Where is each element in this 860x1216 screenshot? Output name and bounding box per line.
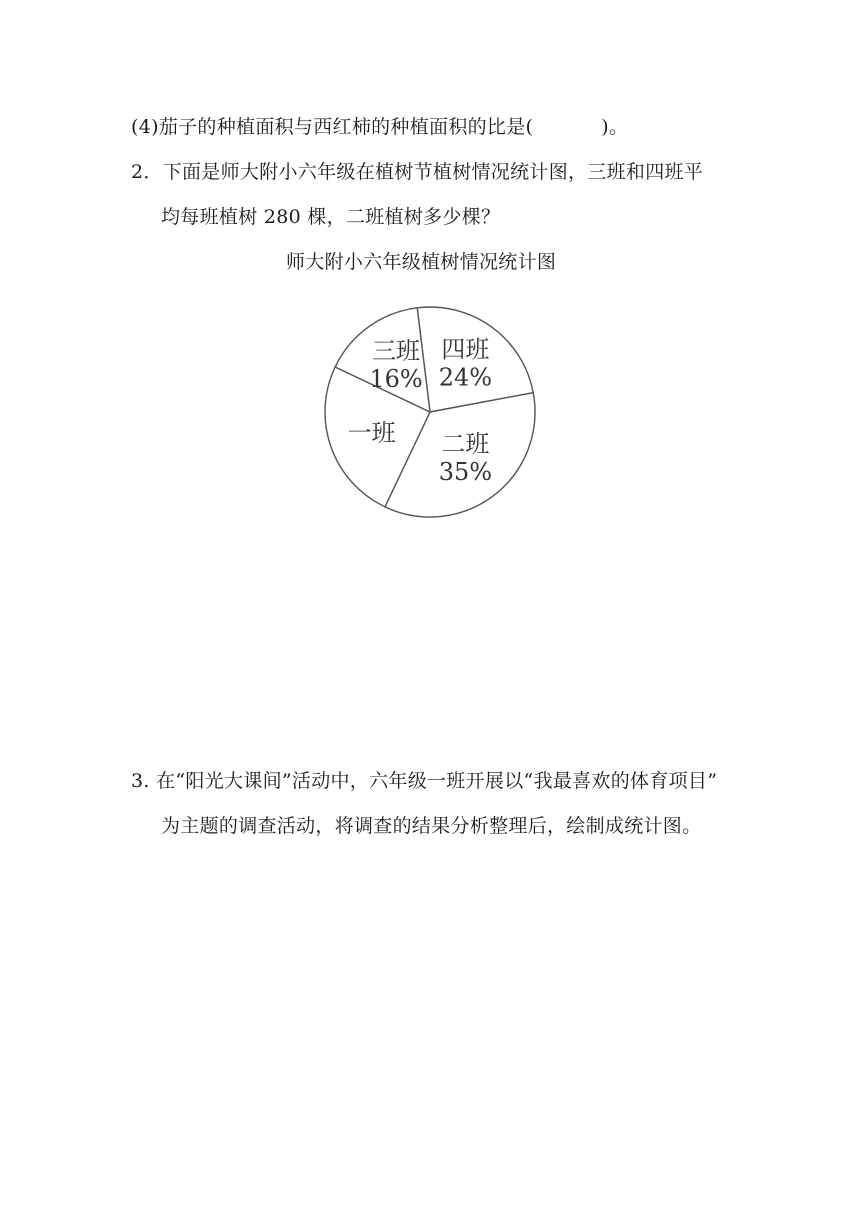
- question-3-line-1: [131, 768, 717, 794]
- question-4-prefix: (4)茄子的种植面积与西红柿的种植面积的比是(: [131, 116, 534, 138]
- pie-slice-label: 四班: [441, 335, 490, 364]
- pie-chart: [318, 300, 542, 524]
- question-3-line-2: 为主题的调查活动，将调查的结果分析整理后，绘制成统计图。: [161, 815, 702, 837]
- pie-slice-percent: 24%: [438, 363, 493, 392]
- pie-slice-label: 一班: [347, 418, 396, 447]
- pie-slice-label: 二班: [441, 429, 490, 458]
- question-4-text: [131, 114, 628, 140]
- question-2-line-2: 均每班植树 280 棵，二班植树多少棵？: [161, 206, 501, 228]
- pie-slice-percent: 35%: [438, 457, 493, 486]
- pie-slice-percent: 16%: [369, 364, 423, 393]
- question-2-line-1: [131, 159, 703, 185]
- pie-slices: [325, 307, 535, 517]
- chart-title: 师大附小六年级植树情况统计图: [286, 251, 557, 273]
- question-2-number: 2．: [131, 161, 163, 183]
- question-2-text-1: 下面是师大附小六年级在植树节植树情况统计图，三班和四班平: [162, 161, 704, 183]
- question-3-number: 3.: [131, 770, 157, 792]
- question-4-suffix: )。: [601, 116, 629, 138]
- question-3-text-1: 在“阳光大课间”活动中，六年级一班开展以“我最喜欢的体育项目”: [156, 770, 718, 792]
- pie-slice-label: 三班: [372, 336, 421, 365]
